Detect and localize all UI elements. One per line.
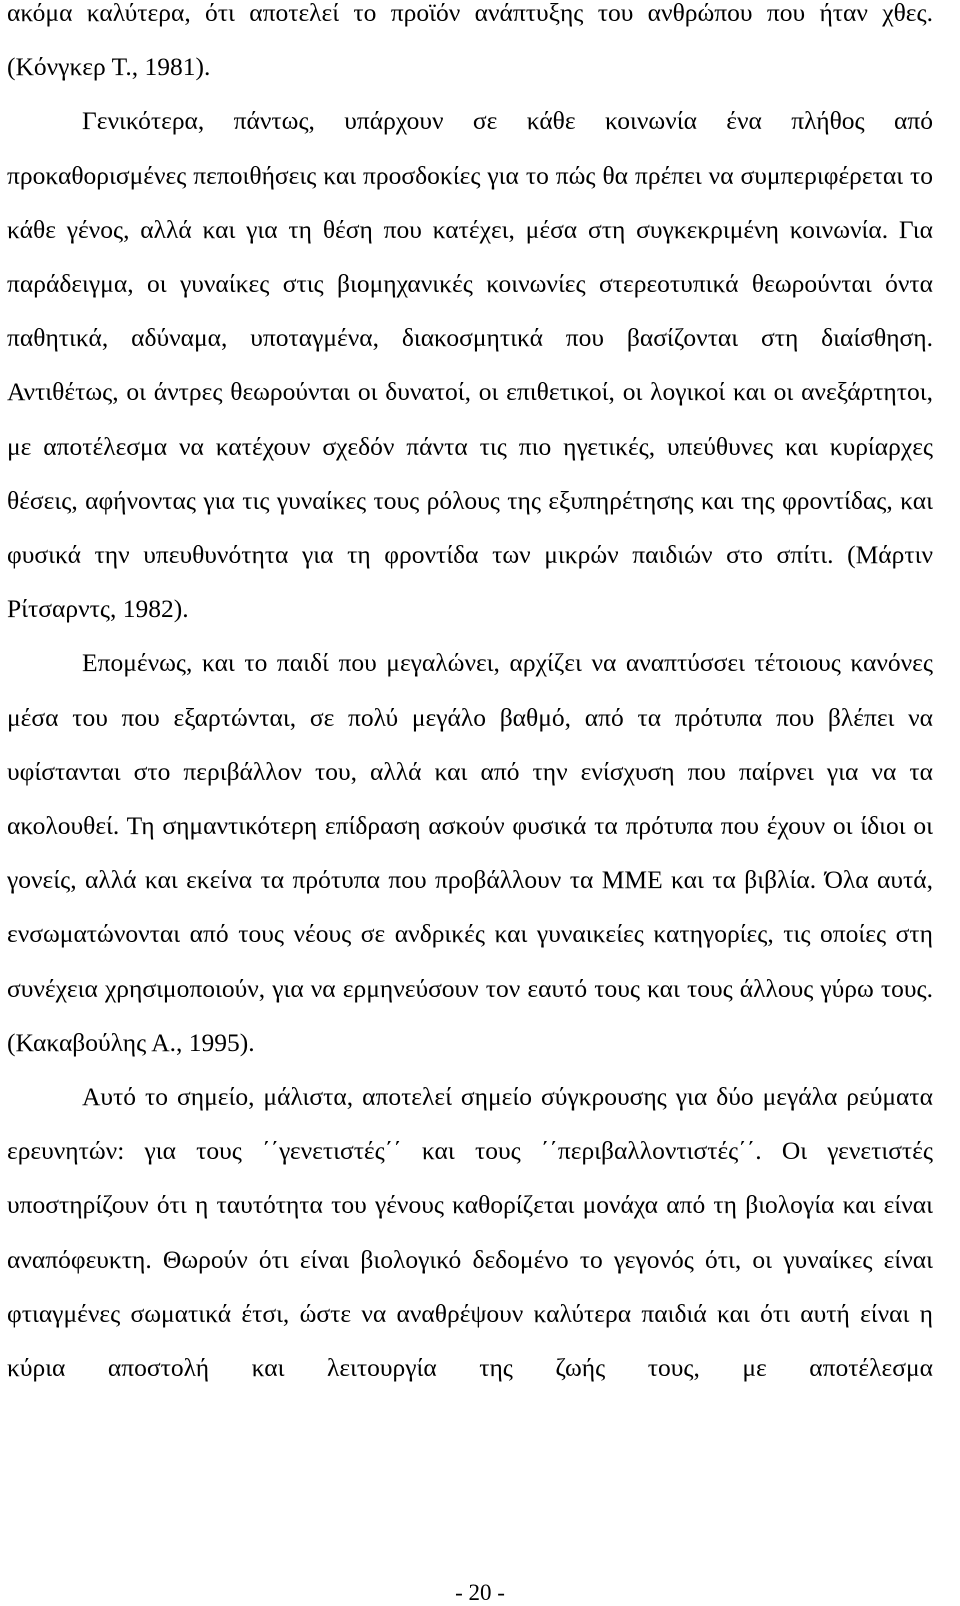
document-page xyxy=(7,0,933,1395)
paragraph-geneticists-vs-environmentalists: Αυτό το σημείο, μάλιστα, αποτελεί σημείο σύγκρουσης για δύο μεγάλα ρεύματα ερευνητών: για τους ΄΄γενετιστές΄΄ και τους ΄΄περιβαλλοντιστές΄΄. Οι γενετιστές υποστηρίζουν ότι η ταυτότητα του γένους καθορίζεται μονάχα από τη βιολογία και είναι αναπόφευκτη. Θωρούν ότι είναι βιολογικό δεδομένο το γεγονός ότι, οι γυναίκες είναι φτιαγμένες σωματικά έτσι, ώστε να αναθρέψουν καλύτερα παιδιά και ότι αυτή είναι η κύρια αποστολή και λειτουργία της ζωής τους, με αποτέλεσμα xyxy=(7,1082,933,1383)
paragraph-continuation: ακόμα καλύτερα, ότι αποτελεί το προϊόν ανάπτυξης του ανθρώπου που ήταν χθες. (Κόνγκερ Τ., 1981). xyxy=(7,0,933,82)
paragraph-gender-expectations: Γενικότερα, πάντως, υπάρχουν σε κάθε κοινωνία ένα πλήθος από προκαθορισμένες πεποιθήσεις και προσδοκίες για το πώς θα πρέπει να συμπεριφέρεται το κάθε γένος, αλλά και για τη θέση που κατέχει, μέσα στη συγκεκριμένη κοινωνία. Για παράδειγμα, οι γυναίκες στις βιομηχανικές κοινωνίες στερεοτυπικά θεωρούνται όντα παθητικά, αδύναμα, υποταγμένα, διακοσμητικά που βασίζονται στη διαίσθηση. Αντιθέτως, οι άντρες θεωρούνται οι δυνατοί, οι επιθετικοί, οι λογικοί και οι ανεξάρτητοι, με αποτέλεσμα να κατέχουν σχεδόν πάντα τις πιο ηγετικές, υπεύθυνες και κυρίαρχες θέσεις, αφήνοντας για τις γυναίκες τους ρόλους της εξυπηρέτησης και της φροντίδας, και φυσικά την υπευθυνότητα για τη φροντίδα των μικρών παιδιών στο σπίτι. (Μάρτιν Ρίτσαρντς, 1982). xyxy=(7,106,933,624)
paragraph-child-development: Επομένως, και το παιδί που μεγαλώνει, αρχίζει να αναπτύσσει τέτοιους κανόνες μέσα του που εξαρτώνται, σε πολύ μεγάλο βαθμό, από τα πρότυπα που βλέπει να υφίστανται στο περιβάλλον του, αλλά και από την ενίσχυση που παίρνει για να τα ακολουθεί. Τη σημαντικότερη επίδραση ασκούν φυσικά τα πρότυπα που έχουν οι ίδιοι οι γονείς, αλλά και εκείνα τα πρότυπα που προβάλλουν τα ΜΜΕ και τα βιβλία. Όλα αυτά, ενσωματώνονται από τους νέους σε ανδρικές και γυναικείες κατηγορίες, τις οποίες στη συνέχεια χρησιμοποιούν, για να ερμηνεύσουν τον εαυτό τους και τους άλλους γύρω τους. (Κακαβούλης Α., 1995). xyxy=(7,648,933,1057)
page-number: - 20 - xyxy=(455,1580,505,1605)
page-text-body xyxy=(7,0,933,1395)
